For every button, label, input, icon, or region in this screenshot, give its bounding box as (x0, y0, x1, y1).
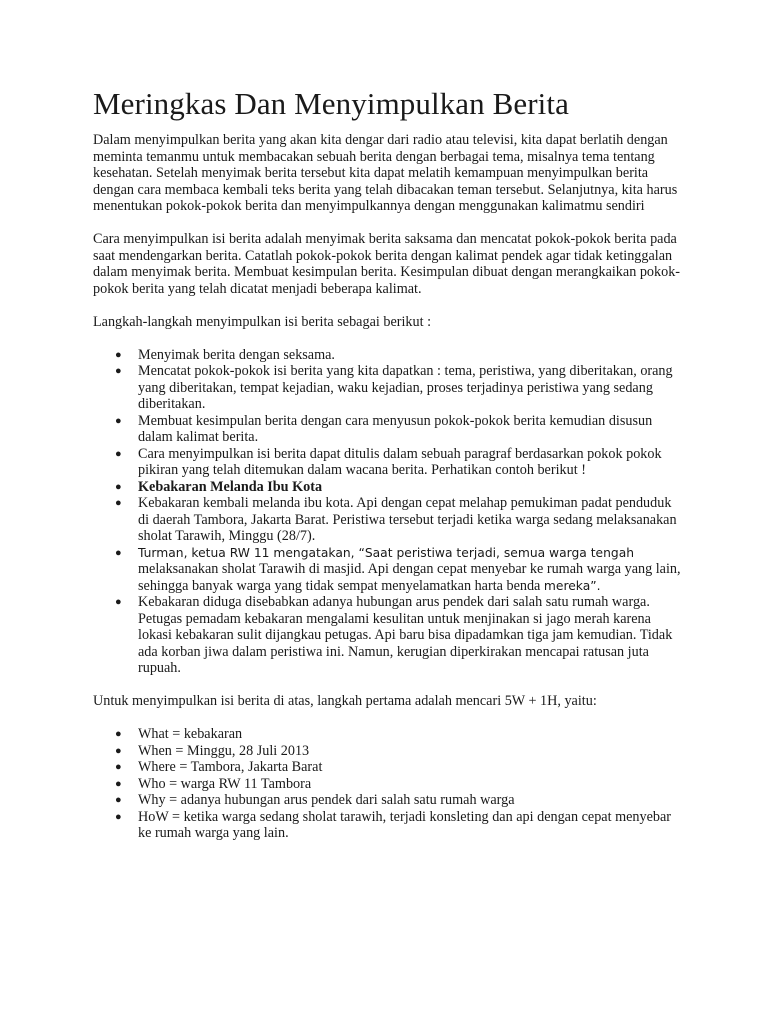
five-w-how: HoW = ketika warga sedang sholat tarawih, terjadi konsleting dan api dengan cepat menyebar ke rumah warga yang lain. (138, 808, 672, 841)
five-w-why: Why = adanya hubungan arus pendek dari salah satu rumah warga (138, 792, 515, 808)
bullet-icon: ● (115, 728, 122, 740)
list-item-text: Kebakaran diduga disebabkan adanya hubungan arus pendek dari salah satu rumah warga. Petugas pemadam kebakaran mengalami kesulitan untuk menjinakan si jago merah karena lokasi kebakaran sulit dijangkau petugas. Api baru bisa dipadamkan tiga jam kemudian. Tidak ada korban jiwa dalam peristiwa ini. Namun, kerugian diperkirakan mencapai ratusan juta rupuah. (138, 594, 673, 676)
bullet-icon: ● (115, 497, 122, 509)
list-item (93, 363, 683, 413)
list-item (93, 792, 683, 809)
bullet-icon: ● (115, 414, 122, 427)
list-item (93, 726, 683, 743)
intro-paragraph: Dalam menyimpulkan berita yang akan kita dengar dari radio atau televisi, kita dapat berlatih dengan meminta temanmu untuk membacakan sebuah berita dengan berbagai tema, misalnya tema tentang kesehatan. Setelah menyimak berita tersebut kita dapat melatih kemampuan menyimpulkan berita dengan cara membaca kembali teks berita yang telah dibacakan teman tersebut. Selanjutnya, kita harus menentukan pokok-pokok berita dan menyimpulkannya dengan menggunakan kalimatmu sendiri (93, 132, 678, 214)
five-w-where: Where = Tambora, Jakarta Barat (138, 759, 323, 775)
list-item-text: Membuat kesimpulan berita dengan cara menyusun pokok-pokok berita kemudian disusun dalam kalimat berita. (138, 412, 653, 445)
list-item (93, 743, 683, 760)
list-item (93, 594, 683, 677)
news-headline: Kebakaran Melanda Ibu Kota (138, 478, 323, 495)
five-w-when: When = Minggu, 28 Juli 2013 (138, 742, 310, 759)
bullet-icon: ● (115, 480, 122, 493)
list-item-text: Cara menyimpulkan isi berita dapat ditulis dalam sebuah paragraf berdasarkan pokok pokok pikiran yang telah ditemukan dalam wacana berita. Perhatikan contoh berikut ! (138, 445, 662, 478)
bullet-icon: ● (115, 348, 122, 361)
bullet-icon: ● (115, 596, 122, 608)
bullet-icon: ● (115, 794, 122, 806)
five-w-what: What = kebakaran (138, 726, 243, 742)
five-w-who: Who = warga RW 11 Tambora (138, 775, 312, 792)
list-item (93, 413, 683, 446)
news-headline-item (93, 479, 683, 496)
langkah-paragraph: Langkah-langkah menyimpulkan isi berita sebagai berikut : (93, 313, 432, 330)
list-item-text: Menyimak berita dengan seksama. (138, 346, 335, 363)
list-item (93, 347, 683, 364)
page-title: Meringkas Dan Menyimpulkan Berita (93, 86, 569, 121)
bullet-icon: ● (115, 744, 122, 757)
five-w-list (93, 726, 683, 842)
quote-part-1: Turman, ketua RW 11 mengatakan, “Saat peristiwa terjadi, semua warga tengah (138, 545, 635, 560)
bullet-icon: ● (115, 365, 122, 377)
list-item (93, 759, 683, 776)
list-item (93, 446, 683, 479)
list-item-text: Mencatat pokok-pokok isi berita yang kita dapatkan : tema, peristiwa, yang diberitakan, orang yang diberitakan, tempat kejadian, waku kejadian, proses terjadinya peristiwa yang sedang diberitakan. (138, 363, 673, 412)
untuk-paragraph: Untuk menyimpulkan isi berita di atas, langkah pertama adalah mencari 5W + 1H, yaitu: (93, 693, 597, 709)
bullet-icon: ● (115, 810, 122, 823)
bullet-icon: ● (115, 761, 122, 773)
bullet-icon: ● (115, 447, 122, 460)
document-page (93, 86, 683, 858)
list-item (93, 495, 683, 545)
list-item-text: Kebakaran kembali melanda ibu kota. Api dengan cepat melahap pemukiman padat penduduk di daerah Tambora, Jakarta Barat. Peristiwa tersebut terjadi ketika warga sedang melaksanakan sholat Tarawih, Minggu (28/7). (138, 495, 677, 544)
cara-paragraph: Cara menyimpulkan isi berita adalah menyimak berita saksama dan mencatat pokok-pokok berita pada saat mendengarkan berita. Catatlah pokok-pokok berita dengan kalimat pendek agar tidak ketinggalan dalam menyimak berita. Membuat kesimpulan berita. Kesimpulan dibuat dengan merangkaikan pokok-pokok berita yang telah dicatat menjadi beberapa kalimat. (93, 231, 681, 297)
list-item (93, 545, 683, 595)
bullet-icon: ● (115, 546, 122, 559)
list-item (93, 776, 683, 793)
quote-item-text (138, 545, 683, 595)
bullet-icon: ● (115, 777, 122, 790)
quote-part-2: melaksanakan sholat Tarawih di masjid. Api dengan cepat menyebar ke rumah warga yang lain, sehingga banyak warga yang tidak sempat menyelamatkan harta benda (138, 561, 681, 594)
steps-list (93, 347, 683, 677)
list-item (93, 809, 683, 842)
quote-part-3: mereka”. (543, 578, 601, 593)
